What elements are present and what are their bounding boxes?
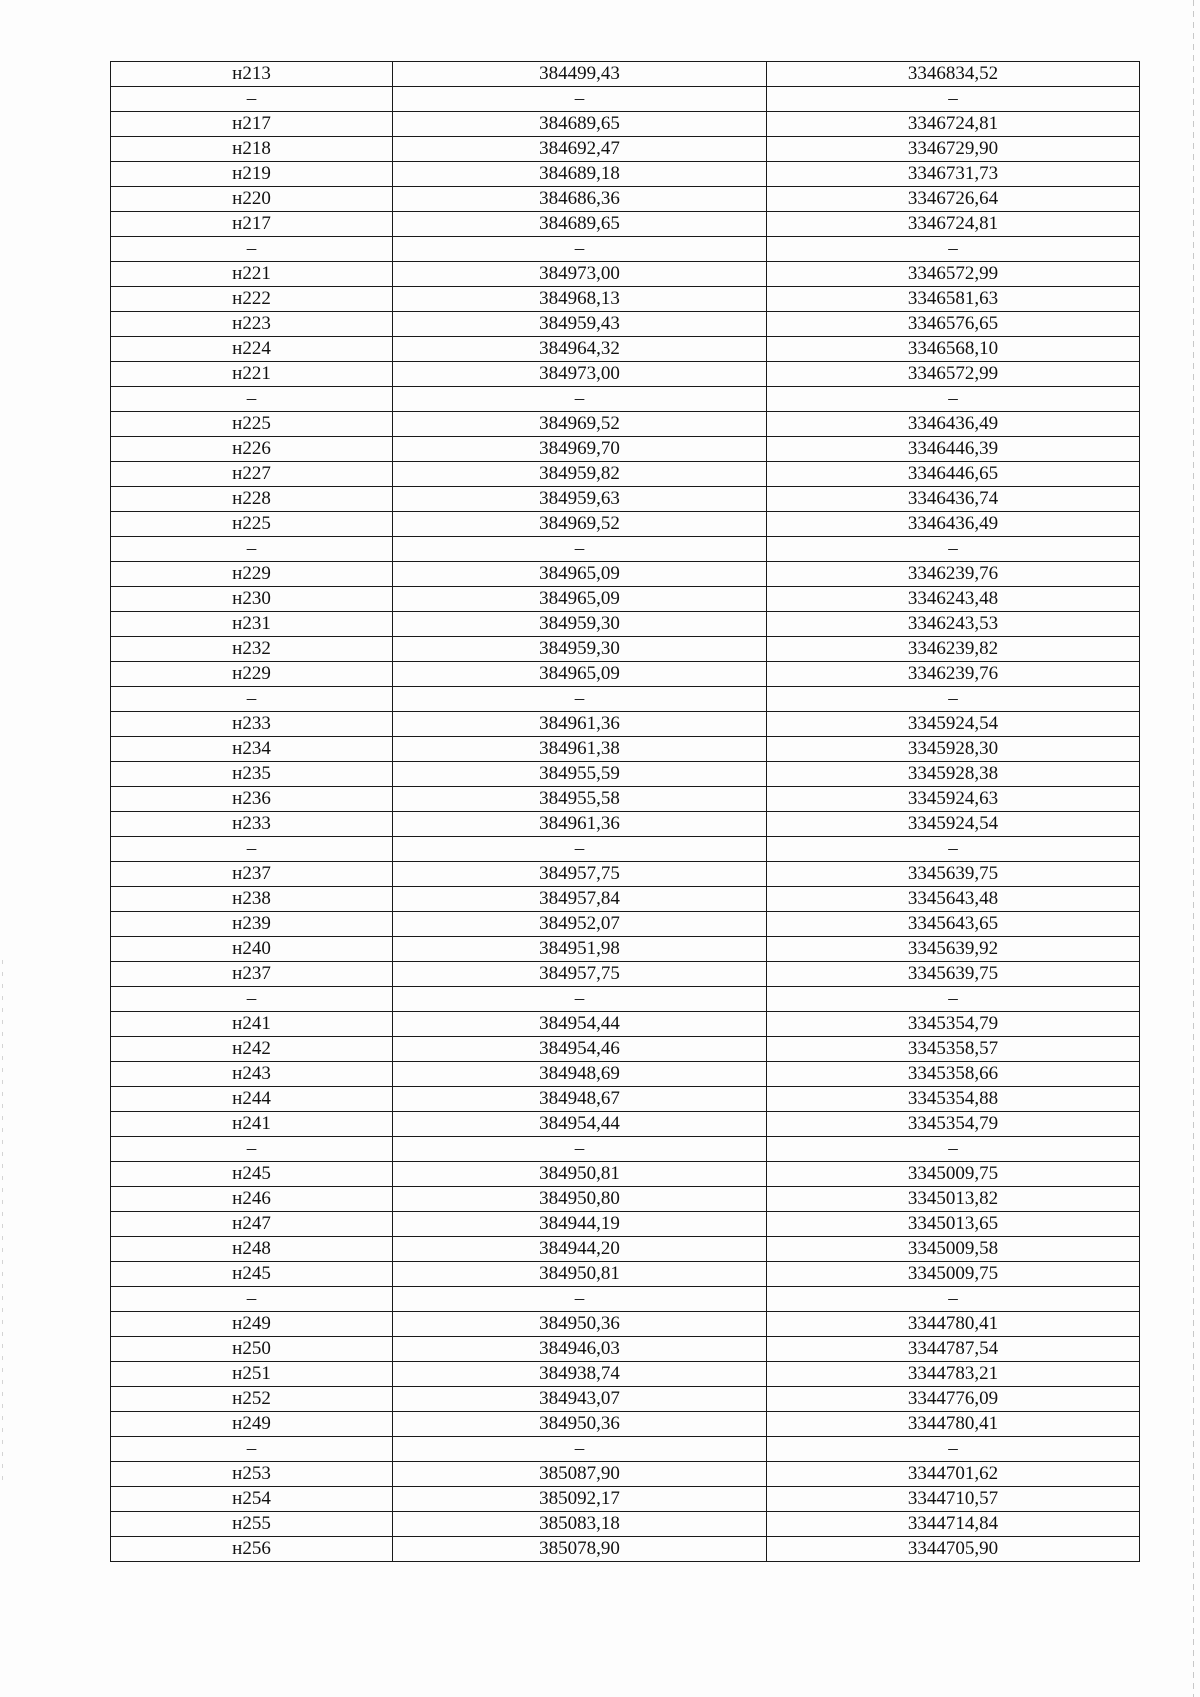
- point-number-cell: н248: [111, 1237, 393, 1262]
- y-coordinate-cell: 3345924,54: [767, 712, 1140, 737]
- table-row: [111, 1462, 1140, 1487]
- x-coordinate-cell: 384948,69: [393, 1062, 767, 1087]
- table-row: [111, 312, 1140, 337]
- point-number-cell: н249: [111, 1312, 393, 1337]
- x-coordinate-cell: 384689,18: [393, 162, 767, 187]
- separator-row: [111, 987, 1140, 1012]
- point-number-cell: н253: [111, 1462, 393, 1487]
- separator-row: [111, 387, 1140, 412]
- y-coordinate-cell: 3344780,41: [767, 1412, 1140, 1437]
- point-number-cell: –: [111, 987, 393, 1012]
- y-coordinate-cell: 3345013,65: [767, 1212, 1140, 1237]
- x-coordinate-cell: –: [393, 987, 767, 1012]
- x-coordinate-cell: 384957,84: [393, 887, 767, 912]
- separator-row: [111, 1137, 1140, 1162]
- x-coordinate-cell: 384950,80: [393, 1187, 767, 1212]
- x-coordinate-cell: 384957,75: [393, 962, 767, 987]
- x-coordinate-cell: 384959,82: [393, 462, 767, 487]
- table-row: [111, 337, 1140, 362]
- x-coordinate-cell: 384961,36: [393, 712, 767, 737]
- point-number-cell: н241: [111, 1012, 393, 1037]
- table-row: [111, 1062, 1140, 1087]
- table-row: [111, 1087, 1140, 1112]
- y-coordinate-cell: 3345354,79: [767, 1012, 1140, 1037]
- x-coordinate-cell: 384955,59: [393, 762, 767, 787]
- x-coordinate-cell: 384969,52: [393, 512, 767, 537]
- y-coordinate-cell: 3346446,39: [767, 437, 1140, 462]
- point-number-cell: н231: [111, 612, 393, 637]
- table-row: [111, 1362, 1140, 1387]
- table-row: [111, 162, 1140, 187]
- y-coordinate-cell: –: [767, 87, 1140, 112]
- x-coordinate-cell: 384973,00: [393, 362, 767, 387]
- table-row: [111, 762, 1140, 787]
- point-number-cell: н244: [111, 1087, 393, 1112]
- x-coordinate-cell: 384964,32: [393, 337, 767, 362]
- table-row: [111, 1487, 1140, 1512]
- table-row: [111, 1312, 1140, 1337]
- table-row: [111, 1162, 1140, 1187]
- x-coordinate-cell: 384965,09: [393, 587, 767, 612]
- y-coordinate-cell: 3345358,66: [767, 1062, 1140, 1087]
- y-coordinate-cell: 3344780,41: [767, 1312, 1140, 1337]
- coordinates-table-body: [111, 62, 1140, 1562]
- y-coordinate-cell: 3346436,49: [767, 512, 1140, 537]
- y-coordinate-cell: –: [767, 387, 1140, 412]
- x-coordinate-cell: –: [393, 1437, 767, 1462]
- x-coordinate-cell: –: [393, 687, 767, 712]
- point-number-cell: н243: [111, 1062, 393, 1087]
- table-row: [111, 1337, 1140, 1362]
- point-number-cell: н227: [111, 462, 393, 487]
- point-number-cell: н237: [111, 962, 393, 987]
- table-row: [111, 1037, 1140, 1062]
- table-row: [111, 712, 1140, 737]
- point-number-cell: –: [111, 687, 393, 712]
- x-coordinate-cell: 384969,52: [393, 412, 767, 437]
- x-coordinate-cell: 384950,36: [393, 1312, 767, 1337]
- point-number-cell: н218: [111, 137, 393, 162]
- y-coordinate-cell: 3344776,09: [767, 1387, 1140, 1412]
- point-number-cell: н250: [111, 1337, 393, 1362]
- point-number-cell: н230: [111, 587, 393, 612]
- y-coordinate-cell: 3345928,38: [767, 762, 1140, 787]
- table-row: [111, 737, 1140, 762]
- table-row: [111, 587, 1140, 612]
- point-number-cell: н232: [111, 637, 393, 662]
- point-number-cell: –: [111, 837, 393, 862]
- table-row: [111, 912, 1140, 937]
- point-number-cell: н226: [111, 437, 393, 462]
- table-row: [111, 112, 1140, 137]
- x-coordinate-cell: 384944,19: [393, 1212, 767, 1237]
- x-coordinate-cell: 384961,36: [393, 812, 767, 837]
- point-number-cell: н235: [111, 762, 393, 787]
- table-row: [111, 1187, 1140, 1212]
- y-coordinate-cell: –: [767, 987, 1140, 1012]
- separator-row: [111, 537, 1140, 562]
- table-row: [111, 512, 1140, 537]
- point-number-cell: н225: [111, 512, 393, 537]
- table-row: [111, 437, 1140, 462]
- x-coordinate-cell: 384954,46: [393, 1037, 767, 1062]
- table-row: [111, 1387, 1140, 1412]
- point-number-cell: н229: [111, 562, 393, 587]
- y-coordinate-cell: –: [767, 537, 1140, 562]
- table-row: [111, 1112, 1140, 1137]
- y-coordinate-cell: 3346729,90: [767, 137, 1140, 162]
- table-row: [111, 137, 1140, 162]
- table-row: [111, 937, 1140, 962]
- table-row: [111, 1237, 1140, 1262]
- x-coordinate-cell: –: [393, 537, 767, 562]
- x-coordinate-cell: –: [393, 1137, 767, 1162]
- point-number-cell: н234: [111, 737, 393, 762]
- point-number-cell: н224: [111, 337, 393, 362]
- y-coordinate-cell: 3345924,63: [767, 787, 1140, 812]
- table-row: [111, 187, 1140, 212]
- point-number-cell: н219: [111, 162, 393, 187]
- y-coordinate-cell: 3346581,63: [767, 287, 1140, 312]
- point-number-cell: –: [111, 87, 393, 112]
- y-coordinate-cell: 3345643,65: [767, 912, 1140, 937]
- x-coordinate-cell: –: [393, 87, 767, 112]
- table-row: [111, 1537, 1140, 1562]
- x-coordinate-cell: 384689,65: [393, 112, 767, 137]
- point-number-cell: н241: [111, 1112, 393, 1137]
- point-number-cell: н222: [111, 287, 393, 312]
- y-coordinate-cell: 3346568,10: [767, 337, 1140, 362]
- point-number-cell: н242: [111, 1037, 393, 1062]
- x-coordinate-cell: 384950,81: [393, 1262, 767, 1287]
- x-coordinate-cell: 384954,44: [393, 1112, 767, 1137]
- y-coordinate-cell: 3346243,48: [767, 587, 1140, 612]
- x-coordinate-cell: 384943,07: [393, 1387, 767, 1412]
- x-coordinate-cell: 384686,36: [393, 187, 767, 212]
- x-coordinate-cell: 385087,90: [393, 1462, 767, 1487]
- point-number-cell: н213: [111, 62, 393, 87]
- y-coordinate-cell: 3346239,76: [767, 562, 1140, 587]
- table-row: [111, 562, 1140, 587]
- point-number-cell: –: [111, 537, 393, 562]
- table-row: [111, 487, 1140, 512]
- table-row: [111, 362, 1140, 387]
- table-row: [111, 662, 1140, 687]
- point-number-cell: н217: [111, 112, 393, 137]
- y-coordinate-cell: 3344705,90: [767, 1537, 1140, 1562]
- point-number-cell: н247: [111, 1212, 393, 1237]
- x-coordinate-cell: 384952,07: [393, 912, 767, 937]
- y-coordinate-cell: 3344701,62: [767, 1462, 1140, 1487]
- point-number-cell: н221: [111, 262, 393, 287]
- y-coordinate-cell: 3346436,74: [767, 487, 1140, 512]
- x-coordinate-cell: 384950,81: [393, 1162, 767, 1187]
- point-number-cell: н245: [111, 1262, 393, 1287]
- y-coordinate-cell: 3346572,99: [767, 362, 1140, 387]
- point-number-cell: н252: [111, 1387, 393, 1412]
- y-coordinate-cell: –: [767, 1437, 1140, 1462]
- point-number-cell: н223: [111, 312, 393, 337]
- x-coordinate-cell: 384968,13: [393, 287, 767, 312]
- table-row: [111, 612, 1140, 637]
- point-number-cell: н229: [111, 662, 393, 687]
- point-number-cell: н236: [111, 787, 393, 812]
- x-coordinate-cell: 384950,36: [393, 1412, 767, 1437]
- y-coordinate-cell: –: [767, 1287, 1140, 1312]
- x-coordinate-cell: 384973,00: [393, 262, 767, 287]
- separator-row: [111, 87, 1140, 112]
- y-coordinate-cell: 3345358,57: [767, 1037, 1140, 1062]
- table-row: [111, 412, 1140, 437]
- table-row: [111, 1212, 1140, 1237]
- separator-row: [111, 237, 1140, 262]
- y-coordinate-cell: 3346834,52: [767, 62, 1140, 87]
- x-coordinate-cell: 384965,09: [393, 562, 767, 587]
- table-row: [111, 787, 1140, 812]
- table-row: [111, 637, 1140, 662]
- point-number-cell: н249: [111, 1412, 393, 1437]
- page-edge-right: [1193, 0, 1194, 1697]
- y-coordinate-cell: 3344783,21: [767, 1362, 1140, 1387]
- y-coordinate-cell: 3345009,75: [767, 1162, 1140, 1187]
- point-number-cell: –: [111, 1437, 393, 1462]
- y-coordinate-cell: 3344787,54: [767, 1337, 1140, 1362]
- table-row: [111, 862, 1140, 887]
- x-coordinate-cell: 384959,30: [393, 637, 767, 662]
- y-coordinate-cell: 3345009,75: [767, 1262, 1140, 1287]
- point-number-cell: н217: [111, 212, 393, 237]
- separator-row: [111, 1437, 1140, 1462]
- table-row: [111, 887, 1140, 912]
- y-coordinate-cell: 3345928,30: [767, 737, 1140, 762]
- y-coordinate-cell: 3345009,58: [767, 1237, 1140, 1262]
- y-coordinate-cell: 3345643,48: [767, 887, 1140, 912]
- y-coordinate-cell: –: [767, 837, 1140, 862]
- table-row: [111, 462, 1140, 487]
- point-number-cell: –: [111, 237, 393, 262]
- x-coordinate-cell: 384689,65: [393, 212, 767, 237]
- point-number-cell: н239: [111, 912, 393, 937]
- y-coordinate-cell: 3346726,64: [767, 187, 1140, 212]
- x-coordinate-cell: 384499,43: [393, 62, 767, 87]
- y-coordinate-cell: –: [767, 1137, 1140, 1162]
- x-coordinate-cell: 384959,63: [393, 487, 767, 512]
- x-coordinate-cell: 384969,70: [393, 437, 767, 462]
- point-number-cell: н221: [111, 362, 393, 387]
- point-number-cell: н233: [111, 712, 393, 737]
- x-coordinate-cell: 384959,30: [393, 612, 767, 637]
- y-coordinate-cell: 3345354,79: [767, 1112, 1140, 1137]
- table-row: [111, 1412, 1140, 1437]
- y-coordinate-cell: 3346239,76: [767, 662, 1140, 687]
- table-row: [111, 262, 1140, 287]
- point-number-cell: –: [111, 1287, 393, 1312]
- table-row: [111, 212, 1140, 237]
- point-number-cell: н245: [111, 1162, 393, 1187]
- point-number-cell: н246: [111, 1187, 393, 1212]
- point-number-cell: н228: [111, 487, 393, 512]
- x-coordinate-cell: 384961,38: [393, 737, 767, 762]
- point-number-cell: н225: [111, 412, 393, 437]
- point-number-cell: н255: [111, 1512, 393, 1537]
- y-coordinate-cell: –: [767, 687, 1140, 712]
- y-coordinate-cell: 3346576,65: [767, 312, 1140, 337]
- coordinates-table: [110, 61, 1140, 1562]
- y-coordinate-cell: 3345013,82: [767, 1187, 1140, 1212]
- y-coordinate-cell: 3344710,57: [767, 1487, 1140, 1512]
- point-number-cell: н254: [111, 1487, 393, 1512]
- y-coordinate-cell: 3346446,65: [767, 462, 1140, 487]
- y-coordinate-cell: 3345639,75: [767, 862, 1140, 887]
- point-number-cell: н238: [111, 887, 393, 912]
- point-number-cell: –: [111, 387, 393, 412]
- x-coordinate-cell: 384948,67: [393, 1087, 767, 1112]
- point-number-cell: н220: [111, 187, 393, 212]
- point-number-cell: н251: [111, 1362, 393, 1387]
- table-row: [111, 287, 1140, 312]
- separator-row: [111, 837, 1140, 862]
- x-coordinate-cell: 385092,17: [393, 1487, 767, 1512]
- x-coordinate-cell: 384938,74: [393, 1362, 767, 1387]
- y-coordinate-cell: 3344714,84: [767, 1512, 1140, 1537]
- x-coordinate-cell: 384946,03: [393, 1337, 767, 1362]
- y-coordinate-cell: 3346731,73: [767, 162, 1140, 187]
- x-coordinate-cell: 385083,18: [393, 1512, 767, 1537]
- y-coordinate-cell: 3345639,75: [767, 962, 1140, 987]
- y-coordinate-cell: 3345639,92: [767, 937, 1140, 962]
- page-edge-left: [2, 960, 3, 1480]
- separator-row: [111, 1287, 1140, 1312]
- y-coordinate-cell: 3345924,54: [767, 812, 1140, 837]
- point-number-cell: н240: [111, 937, 393, 962]
- x-coordinate-cell: 384951,98: [393, 937, 767, 962]
- x-coordinate-cell: –: [393, 387, 767, 412]
- table-row: [111, 1512, 1140, 1537]
- y-coordinate-cell: 3345354,88: [767, 1087, 1140, 1112]
- table-row: [111, 1262, 1140, 1287]
- table-row: [111, 1012, 1140, 1037]
- x-coordinate-cell: –: [393, 1287, 767, 1312]
- x-coordinate-cell: 384692,47: [393, 137, 767, 162]
- table-row: [111, 62, 1140, 87]
- point-number-cell: н256: [111, 1537, 393, 1562]
- point-number-cell: н233: [111, 812, 393, 837]
- x-coordinate-cell: 384965,09: [393, 662, 767, 687]
- x-coordinate-cell: 384944,20: [393, 1237, 767, 1262]
- x-coordinate-cell: 384955,58: [393, 787, 767, 812]
- y-coordinate-cell: 3346724,81: [767, 112, 1140, 137]
- y-coordinate-cell: –: [767, 237, 1140, 262]
- x-coordinate-cell: 384957,75: [393, 862, 767, 887]
- point-number-cell: н237: [111, 862, 393, 887]
- y-coordinate-cell: 3346724,81: [767, 212, 1140, 237]
- x-coordinate-cell: –: [393, 237, 767, 262]
- x-coordinate-cell: 385078,90: [393, 1537, 767, 1562]
- separator-row: [111, 687, 1140, 712]
- point-number-cell: –: [111, 1137, 393, 1162]
- y-coordinate-cell: 3346243,53: [767, 612, 1140, 637]
- x-coordinate-cell: 384954,44: [393, 1012, 767, 1037]
- y-coordinate-cell: 3346239,82: [767, 637, 1140, 662]
- x-coordinate-cell: –: [393, 837, 767, 862]
- table-row: [111, 962, 1140, 987]
- y-coordinate-cell: 3346436,49: [767, 412, 1140, 437]
- x-coordinate-cell: 384959,43: [393, 312, 767, 337]
- table-row: [111, 812, 1140, 837]
- y-coordinate-cell: 3346572,99: [767, 262, 1140, 287]
